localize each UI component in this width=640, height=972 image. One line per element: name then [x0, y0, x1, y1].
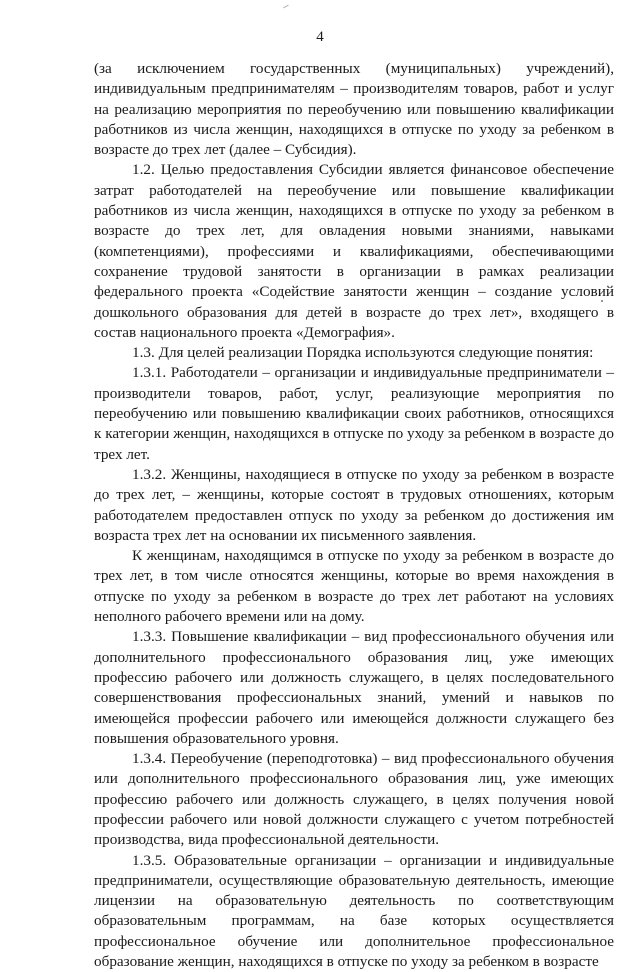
paragraph-1-3-concepts: 1.3. Для целей реализации Порядка используются следующие понятия: — [132, 344, 594, 362]
paragraph-1-3-1-employers: 1.3.1. Работодатели – организации и индивидуальные предприниматели – производители товаров, работ, услуг, реализующие мероприятия по переобучению или повышению квалификации своих работников, относящихся к категории женщин, находящихся в отпуске по уходу за ребенком в возрасте до трех лет. — [94, 364, 614, 463]
paragraph-subsidy-definition: (за исключением государственных (муниципальных) учреждений), индивидуальным предпринимателям – производителям товаров, работ и услуг на реализацию мероприятия по переобучению или повышению квалификации работников из числа женщин, находящихся в отпуске по уходу за ребенком в возрасте до трех лет (далее – Субсидия). — [94, 60, 614, 159]
scan-speck — [283, 5, 289, 9]
paragraph-1-2-purpose: 1.2. Целью предоставления Субсидии является финансовое обеспечение затрат работодателей на переобучение или повышение квалификации работников из числа женщин, находящихся в отпуске по уходу за ребенком в возрасте до трех лет, для овладения новыми знаниями, навыками (компетенциями), профессиями и квалификациями, обеспечивающими сохранение трудовой занятости в организации в рамках реализации федерального проекта «Содействие занятости женщин – создание условий дошкольного образования для детей в возрасте до трех лет», входящего в состав национального проекта «Демография». — [94, 161, 614, 341]
document-body — [94, 59, 614, 972]
paragraph-1-3-3-advanced-training: 1.3.3. Повышение квалификации – вид профессионального обучения или дополнительного профессионального образования лиц, уже имеющих профессию рабочего или должность служащего, в целях последовательного совершенствования профессиональных знаний, умений и навыков по имеющейся профессии рабочего или имеющейся должности служащего без повышения образовательного уровня. — [94, 628, 614, 747]
scan-speck — [601, 300, 603, 302]
paragraph-1-3-5-educational-organizations: 1.3.5. Образовательные организации – организации и индивидуальные предприниматели, осуществляющие образовательную деятельность, имеющие лицензии на образовательную деятельность по соответствующим образовательным программам, на базе которых осуществляется профессиональное обучение или дополнительное профессиональное образование женщин, находящихся в отпуске по уходу за ребенком в возрасте — [94, 851, 614, 971]
paragraph-1-3-4-retraining: 1.3.4. Переобучение (переподготовка) – вид профессионального обучения или дополнительного профессионального образования лиц, уже имеющих профессию рабочего или должность служащего, в целях получения новой профессии рабочего или новой должности служащего с учетом потребностей производства, вида профессиональной деятельности. — [94, 750, 614, 849]
paragraph-1-3-2-women-on-leave: 1.3.2. Женщины, находящиеся в отпуске по уходу за ребенком в возрасте до трех лет, – женщины, которые состоят в трудовых отношениях, которым работодателем предоставлен отпуск по уходу за ребенком до достижения им возраста трех лет на основании их письменного заявления. — [94, 465, 614, 544]
paragraph-1-3-2-continuation: К женщинам, находящимся в отпуске по уходу за ребенком в возрасте до трех лет, в том числе относятся женщины, которые во время нахождения в отпуске по уходу за ребенком в возрасте до трех лет работают на условиях неполного рабочего времени или на дому. — [94, 547, 614, 626]
page-number: 4 — [316, 29, 324, 45]
